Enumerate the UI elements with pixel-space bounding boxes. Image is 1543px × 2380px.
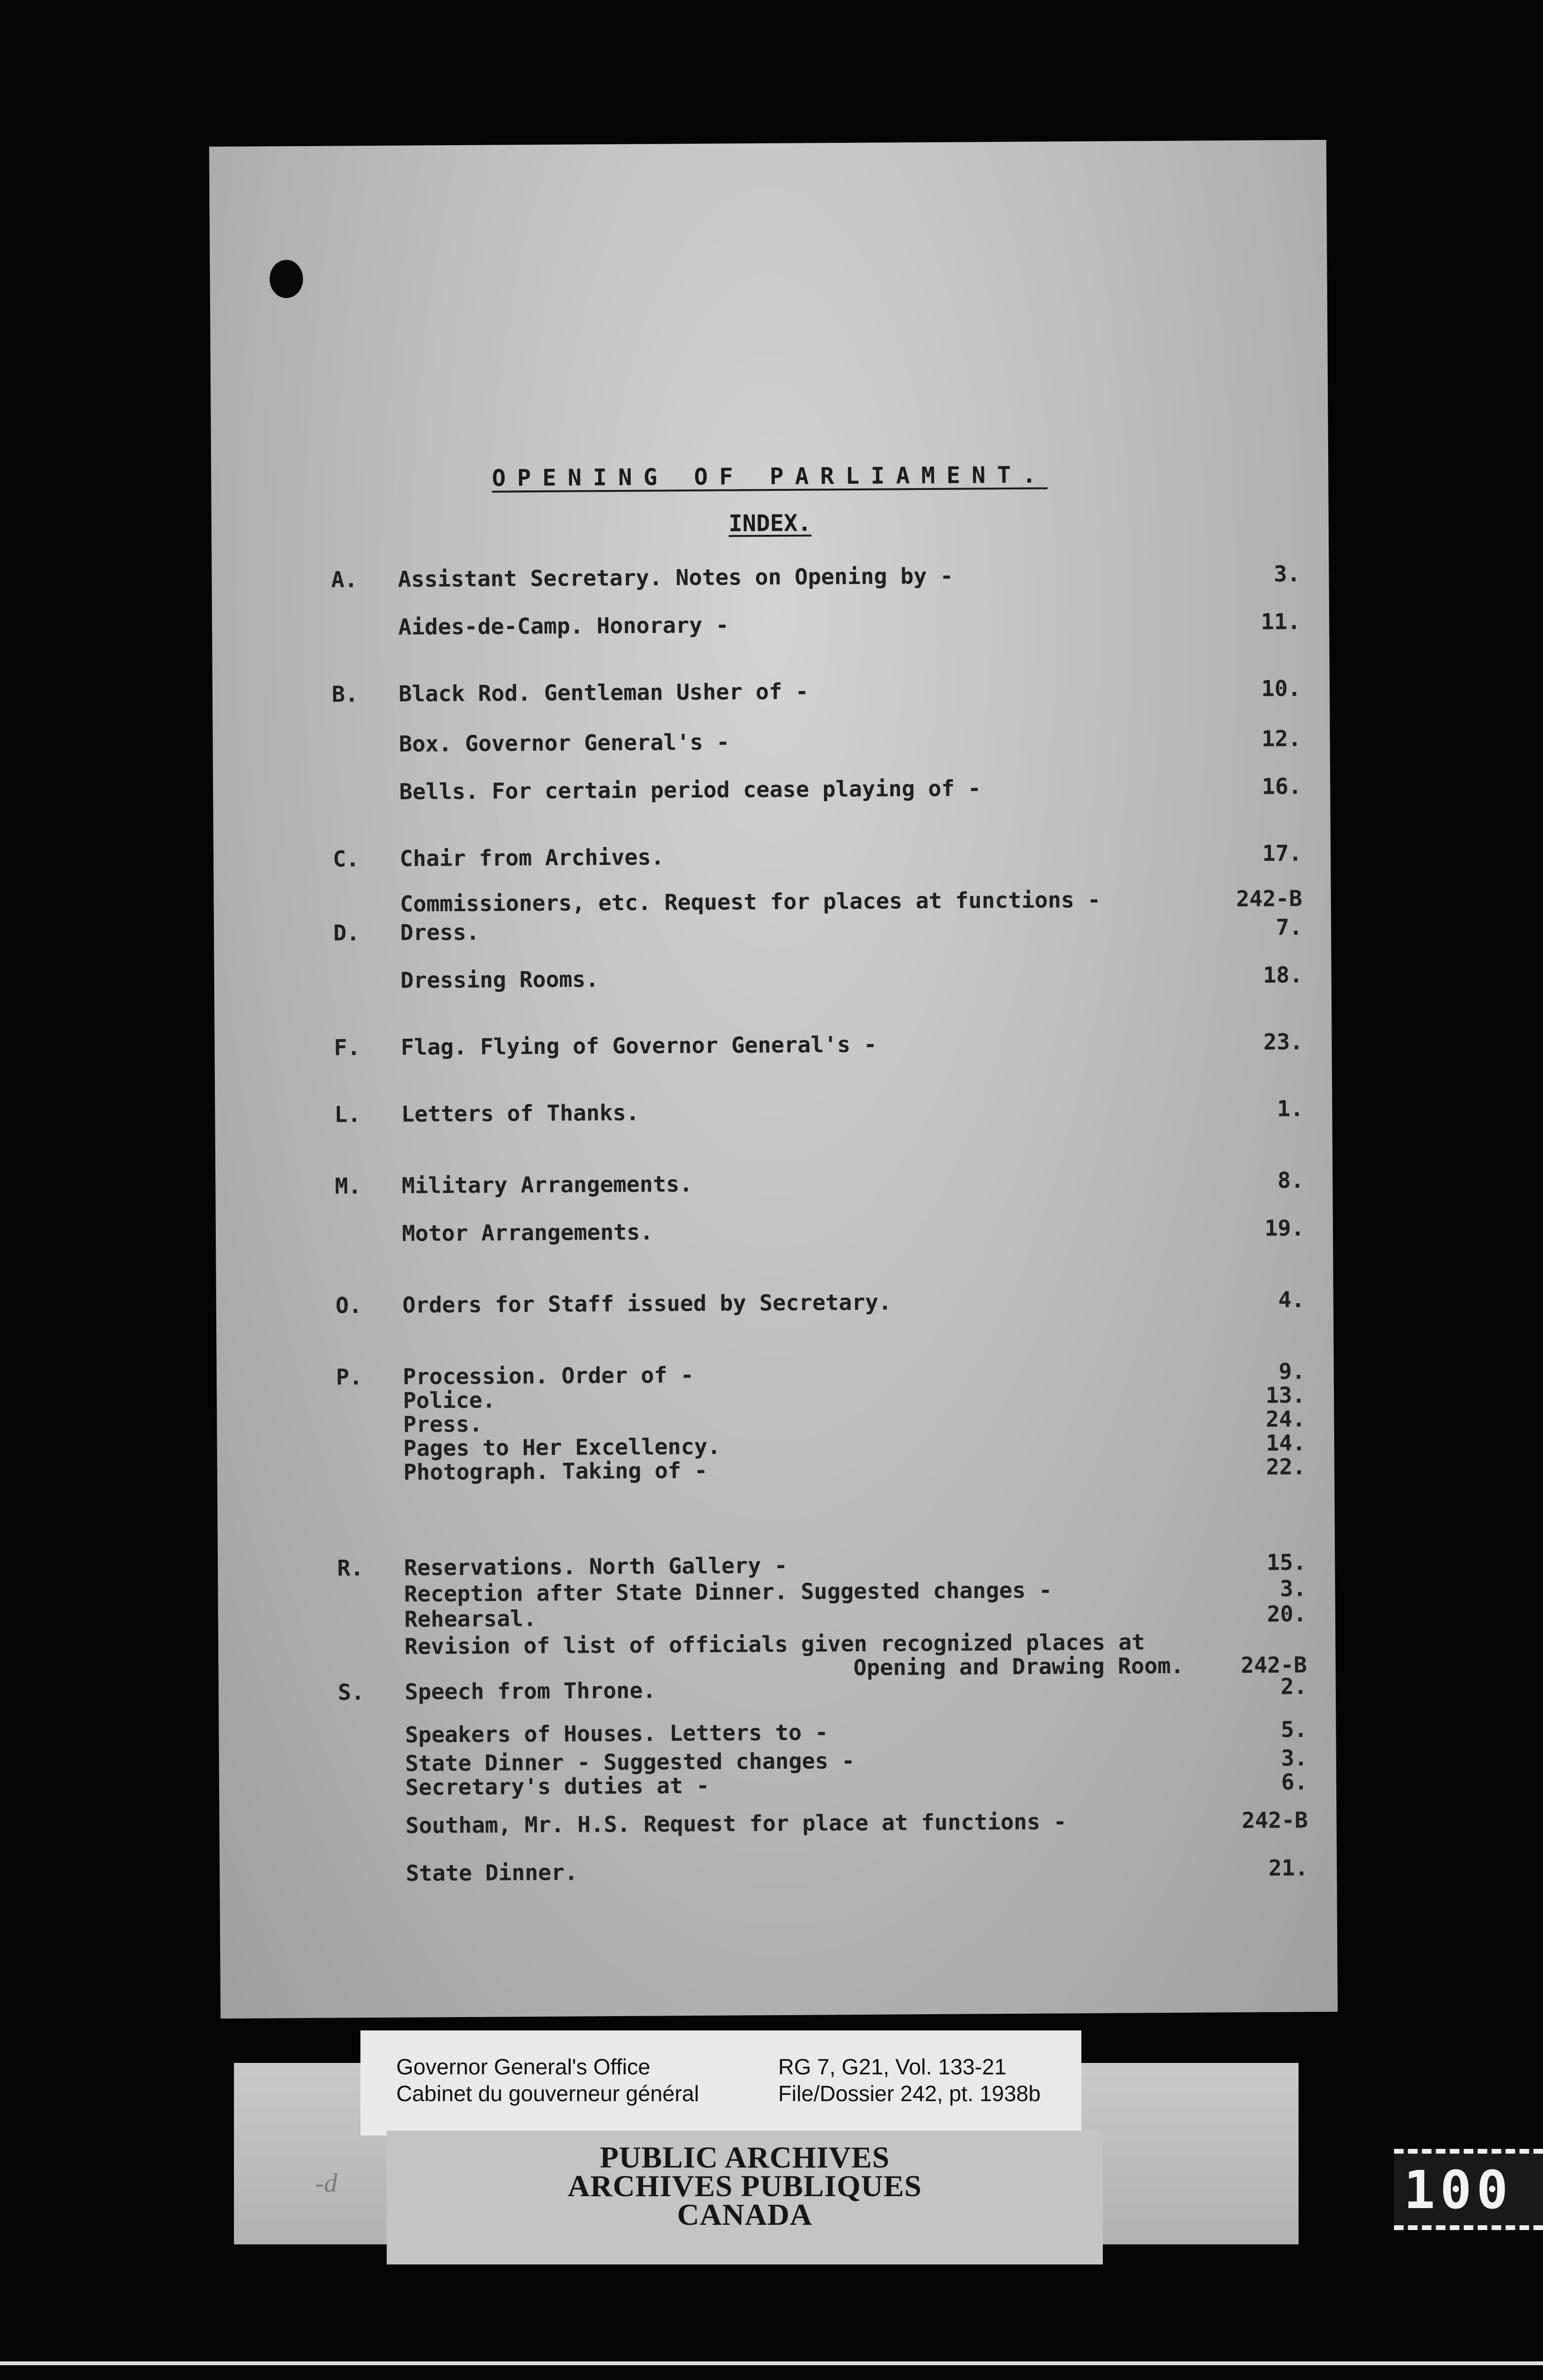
index-entry-label: Assistant Secretary. Notes on Opening by - xyxy=(398,563,953,592)
index-entry-letter: P. xyxy=(336,1364,363,1390)
document-title: OPENING OF PARLIAMENT. xyxy=(492,461,1048,492)
index-entry-page: 3. xyxy=(1273,561,1300,587)
index-entry-page: 3. xyxy=(1279,1575,1307,1602)
index-entry-page: 2. xyxy=(1280,1673,1307,1700)
index-entry-label: Aides-de-Camp. Honorary - xyxy=(398,612,729,640)
index-entry-page: 242-B xyxy=(1241,1807,1308,1834)
index-heading: INDEX. xyxy=(729,510,812,537)
index-entry xyxy=(213,773,1330,808)
index-entry-label: Southam, Mr. H.S. Request for place at functions - xyxy=(405,1808,1067,1838)
index-entry-page: 16. xyxy=(1262,773,1302,799)
index-entry-page: 242-B xyxy=(1236,885,1302,912)
index-entry-page: 14. xyxy=(1266,1430,1306,1456)
index-entry-page: 3. xyxy=(1281,1745,1308,1771)
index-entry-label: Photograph. Taking of - xyxy=(403,1457,708,1485)
index-entry-label: Reception after State Dinner. Suggested changes - xyxy=(404,1577,1052,1607)
stamp-line-1: PUBLIC ARCHIVES xyxy=(600,2140,890,2174)
index-entry-letter: F. xyxy=(334,1034,361,1061)
index-entry xyxy=(215,1095,1332,1130)
index-entry-label: Dressing Rooms. xyxy=(400,966,599,993)
index-entry-page: 23. xyxy=(1263,1029,1303,1055)
index-entry-page: 18. xyxy=(1263,962,1303,988)
document-page xyxy=(209,140,1338,2019)
index-entry-label: Commissioners, etc. Request for places at functions - xyxy=(400,886,1101,917)
index-entry-page: 8. xyxy=(1277,1167,1304,1193)
index-entry-page: 13. xyxy=(1265,1382,1306,1408)
index-entry-page: 20. xyxy=(1267,1601,1307,1627)
office-name-en: Governor General's Office xyxy=(396,2054,651,2079)
index-entry-letter: O. xyxy=(335,1292,362,1318)
index-entry-page: 1. xyxy=(1277,1095,1304,1122)
index-entry-letter: A. xyxy=(331,566,358,593)
index-entry-label: Procession. Order of - xyxy=(402,1362,694,1390)
index-entry-label: State Dinner. xyxy=(405,1859,578,1886)
index-entry xyxy=(216,1286,1333,1321)
stamp-line-3: CANADA xyxy=(677,2198,813,2231)
index-entry-letter: D. xyxy=(333,920,360,946)
index-entry-label: Chair from Archives. xyxy=(399,844,665,871)
index-entry xyxy=(214,1028,1332,1063)
index-entry xyxy=(212,608,1329,643)
index-entry-page: 242-B xyxy=(1240,1652,1307,1679)
index-entry-label: Letters of Thanks. xyxy=(401,1099,640,1127)
index-entry-label: Orders for Staff issued by Secretary. xyxy=(402,1289,892,1318)
film-edge xyxy=(0,2361,1543,2365)
index-entry-page: 6. xyxy=(1281,1769,1308,1795)
index-entry-page: 15. xyxy=(1266,1549,1307,1575)
index-entry-letter: L. xyxy=(334,1101,361,1127)
index-entry-page: 4. xyxy=(1278,1286,1305,1313)
index-entry-page: 7. xyxy=(1276,914,1303,940)
index-entry-letter: M. xyxy=(335,1173,361,1199)
punch-hole xyxy=(270,260,303,298)
index-entry-page: 19. xyxy=(1264,1215,1305,1241)
index-entry-page: 12. xyxy=(1261,725,1301,752)
index-entry xyxy=(216,1214,1333,1250)
index-entry-label: Speech from Throne. xyxy=(404,1677,656,1705)
index-entry-label: Bells. For certain period cease playing of - xyxy=(399,775,982,805)
index-entry-label: Opening and Drawing Room. xyxy=(853,1652,1184,1680)
index-entry xyxy=(219,1806,1336,1842)
index-entry-label: Press. xyxy=(403,1411,483,1437)
index-entry-label: Military Arrangements. xyxy=(402,1171,693,1199)
record-group-reference: RG 7, G21, Vol. 133-21 xyxy=(778,2054,1007,2079)
index-entry-label: Box. Governor General's - xyxy=(399,729,730,757)
index-entry xyxy=(215,1167,1332,1202)
index-entry xyxy=(212,675,1330,710)
index-entry xyxy=(214,961,1332,997)
file-reference: File/Dossier 242, pt. 1938b xyxy=(778,2081,1041,2106)
index-entry-label: Reservations. North Gallery - xyxy=(404,1552,788,1581)
index-entry-page: 22. xyxy=(1266,1454,1306,1480)
index-entry-page: 9. xyxy=(1279,1358,1305,1384)
index-entry-label: Speakers of Houses. Letters to - xyxy=(405,1719,828,1748)
frame-number: 100 xyxy=(1404,2159,1513,2221)
index-entry-page: 11. xyxy=(1260,608,1301,635)
index-entry-letter: R. xyxy=(337,1555,364,1581)
index-entry-letter: B. xyxy=(331,681,359,707)
index-entry-label: Police. xyxy=(402,1387,496,1413)
index-entry-page: 17. xyxy=(1262,840,1302,866)
pencil-mark: -d xyxy=(315,2168,338,2198)
film-frame-counter xyxy=(1394,2149,1543,2230)
index-entry-label: Flag. Flying of Governor General's - xyxy=(401,1031,877,1060)
index-entry-label: Revision of list of officials given recognized places at xyxy=(404,1629,1145,1659)
index-entry-label: Pages to Her Excellency. xyxy=(403,1433,721,1461)
index-entry-page: 5. xyxy=(1280,1716,1308,1742)
index-entry xyxy=(220,1854,1337,1890)
archive-reference-card xyxy=(360,2030,1081,2136)
index-entry xyxy=(213,839,1331,875)
index-entry xyxy=(211,560,1329,595)
stamp-line-2: ARCHIVES PUBLIQUES xyxy=(568,2169,922,2203)
index-entry-label: Rehearsal. xyxy=(404,1605,537,1632)
index-entry-label: Black Rod. Gentleman Usher of - xyxy=(398,678,809,707)
index-entry-label: Motor Arrangements. xyxy=(402,1219,654,1246)
office-name-fr: Cabinet du gouverneur général xyxy=(396,2081,699,2106)
index-entry xyxy=(213,725,1330,760)
index-entry-page: 10. xyxy=(1261,675,1301,701)
index-entry-page: 24. xyxy=(1266,1406,1306,1432)
index-entry-label: Secretary's duties at - xyxy=(405,1772,710,1800)
index-entry-label: State Dinner - Suggested changes - xyxy=(405,1747,855,1776)
index-entry-letter: S. xyxy=(338,1679,365,1705)
archives-stamp xyxy=(387,2131,1103,2264)
index-entry-letter: C. xyxy=(332,846,359,872)
index-entry-label: Dress. xyxy=(400,919,480,946)
index-entry-page: 21. xyxy=(1268,1855,1309,1881)
